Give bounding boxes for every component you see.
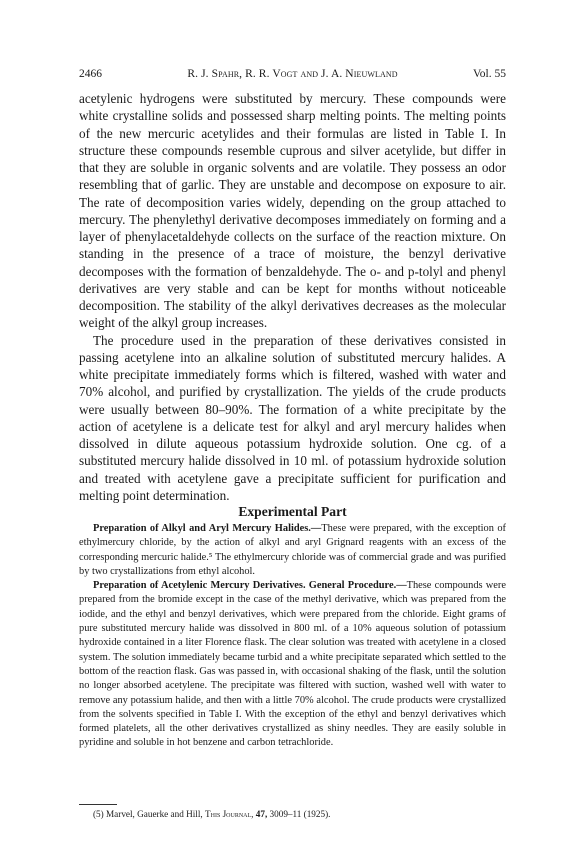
body-paragraph: acetylenic hydrogens were substituted by mercury. These compounds were white crystalline solids and possessed sharp melting points. The melting points of the new mercuric acetylides and their formulas are listed in Table I. In structure these compounds resemble cuprous and silver acetylide, but differ in that they are soluble in organic solvents and are volatile. They possess an odor resembling that of garlic. They are unstable and decompose on exposure to air. The rate of decomposition varies widely, depending on the group attached to mercury. The phenylethyl derivative decomposes immediately on forming and a layer of phenylacetaldehyde collects on the surface of the reaction mixture. On standing in the presence of a trace of moisture, the benzyl derivative decomposes with the formation of benzaldehyde. The o- and p-tolyl and phenyl derivatives are very stable and can be kept for months without noticeable decomposition. The stability of the alkyl derivatives decreases as the molecular weight of the alkyl group increases. — [79, 91, 506, 331]
footnote-journal: This Journal, — [205, 809, 254, 819]
body-text — [79, 90, 506, 504]
paragraph-text: These compounds were prepared from the bromide except in the case of the methyl derivative, which was prepared from the iodide, and the ethyl and benzyl derivatives, which were prepared from the chloride. Eight grams of pure substituted mercury halide was dissolved in 800 ml. of a 10% aqueous solution of potassium hydroxide contained in a liter Florence flask. The clear solution was treated with acetylene in a closed system. The solution immediately became turbid and a white precipitate separated which settled to the bottom of the reaction flask. Gas was passed in, with occasional shaking of the flask, until the solution no longer absorbed acetylene. The precipitate was filtered with suction, washed well with water to remove any potassium halide, and then with a little 70% alcohol. The crude products were crystallized from the solvents specified in Table I. With the exception of the ethyl and benzyl derivatives which formed platelets, all the other derivatives crystallized as shiny needles. They are easily soluble in pyridine and soluble in hot benzene and carbon tetrachloride. — [79, 580, 506, 749]
paragraph-text: These were prepared, with the exception of ethylmercury chloride, by the action of alkyl and aryl Grignard reagents with an excess of the corresponding mercuric halide.⁵ The ethylmercury chloride was of commercial grade and was purified by two crystallizations from ethyl alcohol. — [79, 523, 506, 577]
running-head-authors: R. J. Spahr, R. R. Vogt and J. A. Nieuwland — [187, 68, 398, 80]
body-paragraph: The procedure used in the preparation of these derivatives consisted in passing acetylene into an alkaline solution of substituted mercury halides. A white precipitate immediately forms which is filtered, washed with water and 70% alcohol, and purified by crystallization. The yields of the crude products were usually between 80–90%. The formation of a white precipitate by the action of acetylene is a delicate test for alkyl and aryl mercury halides when dissolved in dilute aqueous potassium hydroxide solution. One cg. of a substituted mercury halide dissolved in 10 ml. of potassium hydroxide solution and treated with acetylene gave a precipitate sufficient for purification and melting point determination. — [79, 332, 506, 503]
run-in-heading: Preparation of Alkyl and Aryl Mercury Halides.— — [93, 523, 322, 534]
footnote-rule — [79, 804, 117, 805]
footnote-authors: Marvel, Gauerke and Hill, — [106, 809, 203, 819]
running-head — [79, 66, 506, 82]
footnote-pages: 3009–11 (1925). — [269, 809, 331, 819]
run-in-heading: Preparation of Acetylenic Mercury Derivatives. General Procedure.— — [93, 580, 407, 592]
section-heading: Experimental Part — [238, 504, 347, 519]
experimental-paragraph — [79, 579, 506, 751]
footnote — [79, 808, 506, 820]
experimental-text — [79, 522, 506, 751]
volume-label: Vol. 55 — [472, 68, 506, 80]
experimental-paragraph — [79, 522, 506, 579]
footnote-marker: (5) — [93, 809, 104, 819]
page-number: 2466 — [79, 68, 102, 80]
footnote-volume: 47, — [255, 809, 268, 819]
